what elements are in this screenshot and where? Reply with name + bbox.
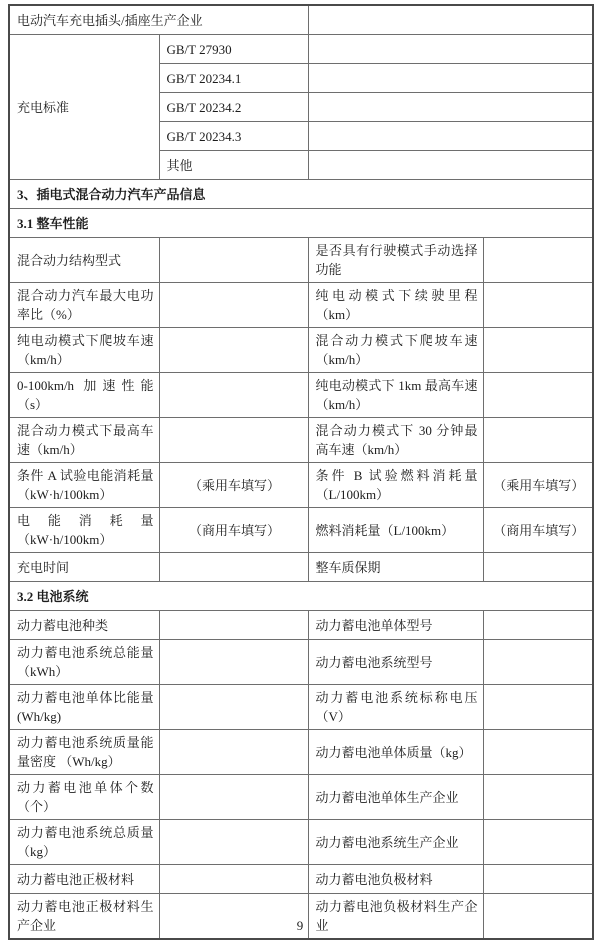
parameter-value-cell (159, 328, 308, 373)
parameter-value-cell (159, 640, 308, 685)
parameter-label-cell: 动力蓄电池系统总能量（kWh） (9, 640, 159, 685)
parameter-label-cell: 电能消耗量（kW·h/100km） (9, 508, 159, 553)
parameter-value-cell (483, 820, 593, 865)
parameter-label-cell: 动力蓄电池负极材料生产企业 (308, 894, 483, 940)
standard-name-cell: GB/T 20234.1 (159, 64, 308, 93)
parameter-value-cell (483, 418, 593, 463)
parameter-value-cell (159, 418, 308, 463)
parameter-label-cell: 纯电动模式下爬坡车速（km/h） (9, 328, 159, 373)
parameter-value-cell (159, 283, 308, 328)
parameter-label-cell: 纯电动模式下续驶里程（km） (308, 283, 483, 328)
standard-name-cell: GB/T 27930 (159, 35, 308, 64)
parameter-label-cell: 动力蓄电池单体生产企业 (308, 775, 483, 820)
subsection-3-1-data-row (9, 463, 593, 508)
subsection-3-2-data-row (9, 685, 593, 730)
standard-value-cell (308, 35, 593, 64)
parameter-label-cell: 动力蓄电池单体个数（个） (9, 775, 159, 820)
parameter-value-cell: （商用车填写） (159, 508, 308, 553)
subsection-3-1-title-cell: 3.1 整车性能 (9, 209, 593, 238)
parameter-label-cell: 动力蓄电池系统型号 (308, 640, 483, 685)
parameter-value-cell: （商用车填写） (483, 508, 593, 553)
section-3-title-cell: 3、插电式混合动力汽车产品信息 (9, 180, 593, 209)
parameter-value-cell (483, 685, 593, 730)
page-number: 9 (296, 918, 304, 933)
parameter-label-cell: 动力蓄电池负极材料 (308, 865, 483, 894)
standard-name-cell: GB/T 20234.2 (159, 93, 308, 122)
parameter-value-cell (483, 373, 593, 418)
subsection-3-1-data-row (9, 238, 593, 283)
parameter-label-cell: 是否具有行驶模式手动选择功能 (308, 238, 483, 283)
standard-value-cell (308, 93, 593, 122)
standard-value-cell (308, 122, 593, 151)
subsection-3-2-data-row (9, 640, 593, 685)
parameter-label-cell: 整车质保期 (308, 553, 483, 582)
parameter-value-cell (159, 611, 308, 640)
subsection-3-1-data-row (9, 328, 593, 373)
charging-standard-row (9, 35, 593, 64)
parameter-value-cell (159, 730, 308, 775)
parameter-label-cell: 纯电动模式下 1km 最高车速（km/h） (308, 373, 483, 418)
standard-name-cell: 其他 (159, 151, 308, 180)
parameter-value-cell (159, 865, 308, 894)
parameter-label-cell: 混合动力模式下 30 分钟最高车速（km/h） (308, 418, 483, 463)
subsection-3-1-data-row (9, 373, 593, 418)
subsection-3-1-title-row (9, 209, 593, 238)
parameter-label-cell: 混合动力模式下最高车速（km/h） (9, 418, 159, 463)
parameter-value-cell (483, 611, 593, 640)
subsection-3-1-data-row (9, 553, 593, 582)
parameter-label-cell: 混合动力结构型式 (9, 238, 159, 283)
parameter-value-cell (159, 775, 308, 820)
parameter-label-cell: 混合动力模式下爬坡车速（km/h） (308, 328, 483, 373)
parameter-label-cell: 动力蓄电池系统总质量（kg） (9, 820, 159, 865)
parameter-value-cell (159, 685, 308, 730)
parameter-value-cell: （乘用车填写） (159, 463, 308, 508)
subsection-3-2-data-row (9, 775, 593, 820)
parameter-value-cell (483, 553, 593, 582)
subsection-3-2-data-row (9, 820, 593, 865)
parameter-label-cell: 动力蓄电池系统生产企业 (308, 820, 483, 865)
standard-name-cell: GB/T 20234.3 (159, 122, 308, 151)
parameter-label-cell: 条件 A 试验电能消耗量（kW·h/100km） (9, 463, 159, 508)
subsection-3-2-data-row (9, 865, 593, 894)
parameter-label-cell: 动力蓄电池单体型号 (308, 611, 483, 640)
parameter-label-cell: 条件 B 试验燃料消耗量（L/100km） (308, 463, 483, 508)
parameter-label-cell: 充电时间 (9, 553, 159, 582)
parameter-value-cell (159, 553, 308, 582)
parameter-label-cell: 混合动力汽车最大电功率比（%） (9, 283, 159, 328)
parameter-label-cell: 动力蓄电池正极材料 (9, 865, 159, 894)
parameter-value-cell (483, 640, 593, 685)
standard-value-cell (308, 64, 593, 93)
subsection-3-2-data-row (9, 730, 593, 775)
parameter-label-cell: 动力蓄电池正极材料生产企业 (9, 894, 159, 940)
parameter-value-cell (159, 238, 308, 283)
parameter-value-cell (159, 820, 308, 865)
form-table-body (9, 5, 593, 939)
section-3-title-row (9, 180, 593, 209)
parameter-label-cell: 动力蓄电池系统质量能量密度 （Wh/kg） (9, 730, 159, 775)
parameter-label-cell: 动力蓄电池种类 (9, 611, 159, 640)
parameter-value-cell (159, 373, 308, 418)
subsection-3-2-title-row (9, 582, 593, 611)
parameter-value-cell (483, 328, 593, 373)
subsection-3-2-data-row (9, 611, 593, 640)
parameter-label-cell: 动力蓄电池系统标称电压（V） (308, 685, 483, 730)
subsection-3-1-data-row (9, 418, 593, 463)
parameter-value-cell (483, 865, 593, 894)
standard-value-cell (308, 151, 593, 180)
parameter-value-cell: （乘用车填写） (483, 463, 593, 508)
parameter-label-cell: 燃料消耗量（L/100km） (308, 508, 483, 553)
parameter-value-cell (483, 238, 593, 283)
parameter-value-cell (483, 283, 593, 328)
parameter-label-cell: 动力蓄电池单体质量（kg） (308, 730, 483, 775)
producer-row (9, 5, 593, 35)
charging-standard-group-label-cell: 充电标准 (9, 35, 159, 180)
subsection-3-1-data-row (9, 508, 593, 553)
producer-label-cell: 电动汽车充电插头/插座生产企业 (9, 5, 308, 35)
parameter-value-cell (483, 730, 593, 775)
producer-value-cell (308, 5, 593, 35)
product-info-form-table (8, 4, 594, 940)
parameter-label-cell: 动力蓄电池单体比能量(Wh/kg) (9, 685, 159, 730)
subsection-3-1-data-row (9, 283, 593, 328)
subsection-3-2-title-cell: 3.2 电池系统 (9, 582, 593, 611)
parameter-label-cell: 0-100km/h 加速性能（s） (9, 373, 159, 418)
parameter-value-cell (483, 775, 593, 820)
